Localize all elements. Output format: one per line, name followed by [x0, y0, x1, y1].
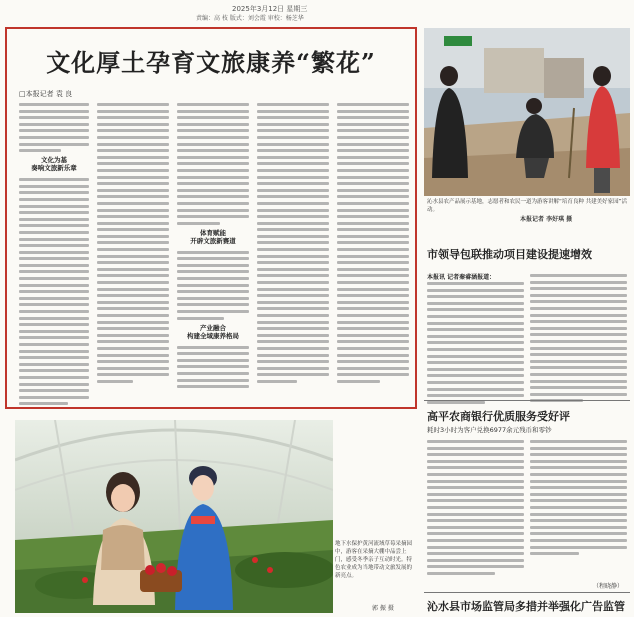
divider [424, 400, 630, 401]
right-photo-credit: 本报记者 李好琪 摄 [520, 216, 573, 223]
feature-subhead-1: 文化为基 奏响文旅新乐章 [31, 156, 77, 173]
divider [424, 592, 630, 593]
article-bank-column-2 [530, 440, 627, 559]
volunteer-field-photo [424, 28, 630, 196]
feature-subhead-2: 体育赋能 开辟文旅新赛道 [190, 228, 236, 245]
article-project-title: 市领导包联推动项目建设提速增效 [427, 248, 592, 261]
issue-date: 2025年3月12日 星期三 [232, 5, 308, 13]
feature-article [5, 27, 417, 409]
feature-headline: 文化厚土孕育文旅康养“繁花” [46, 48, 376, 77]
editor-credits: 责编：高 枝 版式：刘会霞 审校：杨芝华 [196, 15, 304, 22]
strawberry-greenhouse-photo [15, 420, 333, 613]
article-project-lead: 本报讯 记者秦睿涵报道： [427, 274, 496, 281]
bottom-photo-caption: 地下水保护黄河流域草莓采摘园中，游客在采摘大棚中品尝上门，感受冬季亲子互动时光。特色农业成为当地带动文旅发展的新亮点。 [335, 541, 413, 579]
feature-column-1 [19, 103, 89, 409]
article-market-title: 沁水县市场监管局多措并举强化广告监管 [427, 600, 625, 613]
article-bank-subtitle: 耗时3小时为客户兑换6977余元残币和零钞 [427, 426, 552, 434]
bottom-photo-credit: 郭 振 摄 [372, 605, 394, 612]
feature-column-5 [337, 103, 409, 387]
masthead [0, 0, 634, 22]
feature-column-2 [97, 103, 169, 387]
feature-byline: □本报记者 袁 良 [19, 90, 73, 98]
right-photo-caption: 沁水县农产品展示基地，志愿者和农民一道为游客讲解“培育良种 共建美好家园”活动。 [427, 199, 627, 213]
article-bank-title: 高平农商银行优质服务受好评 [427, 410, 570, 423]
article-project-column-2 [530, 274, 627, 406]
feature-subhead-3: 产业融合 构建全域康养格局 [187, 323, 239, 340]
article-bank-author: （程晓静） [593, 583, 624, 590]
feature-column-3 [177, 103, 249, 392]
article-bank-column-1 [427, 440, 524, 578]
article-project-column-1 [427, 282, 524, 407]
feature-column-4 [257, 103, 329, 387]
